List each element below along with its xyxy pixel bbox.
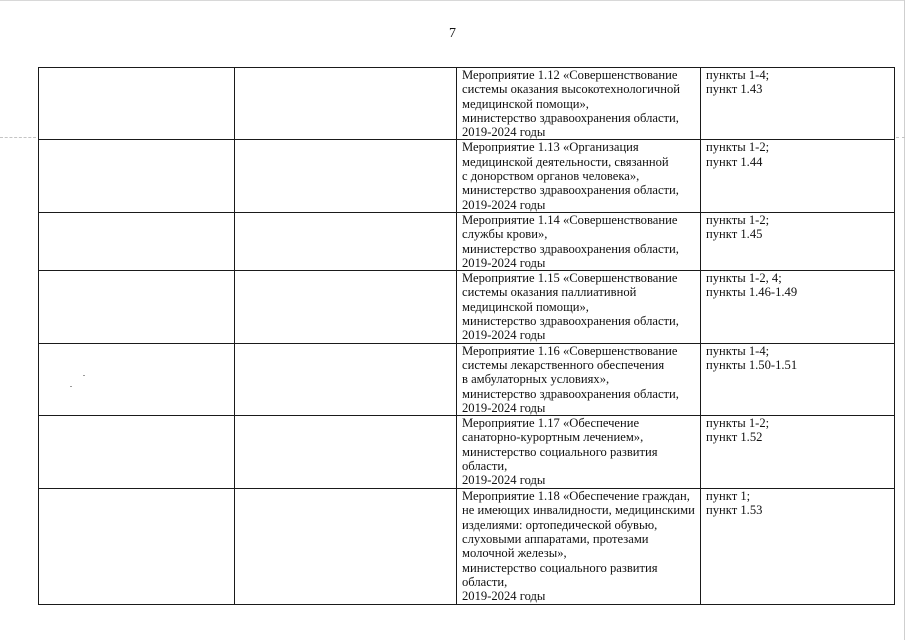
table-row xyxy=(39,140,895,212)
activity-line: министерство здравоохранения области, xyxy=(462,241,679,256)
activities-table-container xyxy=(38,67,894,605)
table-row xyxy=(39,343,895,415)
activity-line: 2019-2024 годы xyxy=(462,328,546,343)
activity-line: Мероприятие 1.17 «Обеспечение xyxy=(462,416,640,431)
empty-cell-task xyxy=(235,271,457,343)
table-row xyxy=(39,416,895,489)
points-cell xyxy=(701,416,895,489)
activities-table xyxy=(38,67,895,605)
activity-line: не имеющих инвалидности, медицинскими xyxy=(462,503,695,518)
points-line: пункт 1.43 xyxy=(706,82,763,97)
activity-line: министерство здравоохранения области, xyxy=(462,314,679,329)
scan-mark-right xyxy=(896,137,905,138)
activity-line: изделиями: ортопедической обувью, xyxy=(462,517,658,532)
empty-cell-number xyxy=(39,271,235,343)
empty-cell-number xyxy=(39,140,235,212)
empty-cell-task xyxy=(235,212,457,270)
points-cell xyxy=(701,68,895,140)
activity-line: в амбулаторных условиях», xyxy=(462,372,610,387)
empty-cell-task xyxy=(235,68,457,140)
activity-line: министерство социального развития xyxy=(462,560,658,575)
points-line: пункты 1-4; xyxy=(706,68,770,82)
points-line: пункт 1.44 xyxy=(706,154,763,169)
scan-edge-top xyxy=(0,0,905,1)
activity-line: Мероприятие 1.13 «Организация xyxy=(462,140,639,155)
points-line: пункт 1.45 xyxy=(706,227,763,242)
empty-cell-task xyxy=(235,343,457,415)
table-row xyxy=(39,271,895,343)
points-cell xyxy=(701,140,895,212)
activity-line: министерство здравоохранения области, xyxy=(462,386,679,401)
points-cell xyxy=(701,343,895,415)
activity-line: 2019-2024 годы xyxy=(462,473,546,488)
activity-line: Мероприятие 1.18 «Обеспечение граждан, xyxy=(462,489,690,504)
points-cell xyxy=(701,489,895,605)
activity-line: области, xyxy=(462,574,508,589)
activity-line: медицинской помощи», xyxy=(462,96,589,111)
page-number: 7 xyxy=(449,26,456,41)
points-cell xyxy=(701,212,895,270)
points-line: пункты 1-2, 4; xyxy=(706,271,782,286)
activity-line: 2019-2024 годы xyxy=(462,400,546,415)
activity-line: 2019-2024 годы xyxy=(462,255,546,270)
activity-line: молочной железы», xyxy=(462,546,567,561)
table-row xyxy=(39,489,895,605)
activity-line: медицинской деятельности, связанной xyxy=(462,154,669,169)
activity-cell xyxy=(457,140,701,212)
points-line: пункты 1-2; xyxy=(706,140,770,155)
activity-line: системы лекарственного обеспечения xyxy=(462,357,665,372)
activity-line: Мероприятие 1.16 «Совершенствование xyxy=(462,343,678,358)
points-line: пункты 1-2; xyxy=(706,212,770,227)
empty-cell-task xyxy=(235,489,457,605)
empty-cell-number xyxy=(39,68,235,140)
points-line: пункты 1-4; xyxy=(706,343,770,358)
activity-line: Мероприятие 1.14 «Совершенствование xyxy=(462,212,678,227)
activity-line: 2019-2024 годы xyxy=(462,197,546,212)
empty-cell-number xyxy=(39,416,235,489)
empty-cell-number xyxy=(39,489,235,605)
activity-line: с донорством органов человека», xyxy=(462,169,640,184)
activity-line: 2019-2024 годы xyxy=(462,589,546,604)
activity-line: министерство здравоохранения области, xyxy=(462,183,679,198)
empty-cell-number xyxy=(39,343,235,415)
activity-cell xyxy=(457,416,701,489)
activity-line: Мероприятие 1.12 «Совершенствование xyxy=(462,68,678,82)
activity-cell xyxy=(457,343,701,415)
activity-line: системы оказания высокотехнологичной xyxy=(462,82,680,97)
points-line: пункты 1-2; xyxy=(706,416,770,431)
activity-line: санаторно-курортным лечением», xyxy=(462,430,644,445)
points-line: пункт 1; xyxy=(706,489,751,504)
points-line: пункты 1.50-1.51 xyxy=(706,357,798,372)
points-line: пункт 1.53 xyxy=(706,503,763,518)
table-row xyxy=(39,68,895,140)
empty-cell-task xyxy=(235,140,457,212)
empty-cell-number xyxy=(39,212,235,270)
scan-mark-left xyxy=(0,137,36,138)
activity-line: слуховыми аппаратами, протезами xyxy=(462,532,649,547)
activity-line: области, xyxy=(462,459,508,474)
activity-line: Мероприятие 1.15 «Совершенствование xyxy=(462,271,678,286)
points-cell xyxy=(701,271,895,343)
activity-line: министерство социального развития xyxy=(462,444,658,459)
activity-cell xyxy=(457,212,701,270)
points-line: пункты 1.46-1.49 xyxy=(706,285,798,300)
activity-cell xyxy=(457,271,701,343)
table-row xyxy=(39,212,895,270)
activity-line: 2019-2024 годы xyxy=(462,125,546,140)
activity-line: медицинской помощи», xyxy=(462,299,589,314)
activity-cell xyxy=(457,489,701,605)
activity-line: системы оказания паллиативной xyxy=(462,285,637,300)
points-line: пункт 1.52 xyxy=(706,430,763,445)
activity-cell xyxy=(457,68,701,140)
table-body xyxy=(39,68,895,605)
activity-line: службы крови», xyxy=(462,227,548,242)
activity-line: министерство здравоохранения области, xyxy=(462,110,679,125)
empty-cell-task xyxy=(235,416,457,489)
